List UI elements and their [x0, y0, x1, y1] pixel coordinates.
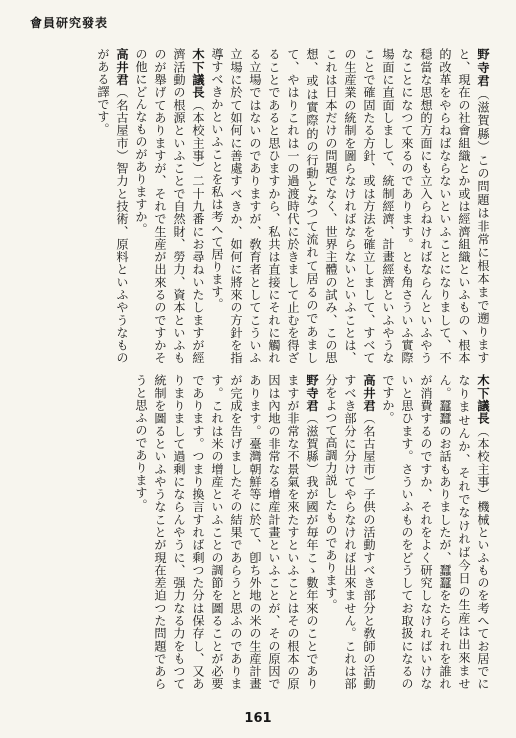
- speaker-name: 木下議長: [476, 374, 490, 425]
- paragraph: [207, 48, 492, 364]
- speaker-name: 木下議長: [191, 48, 205, 99]
- speaker-affiliation: （本校主事）: [191, 98, 205, 175]
- paragraph: [93, 48, 131, 364]
- speaker-affiliation: （名古屋市）: [115, 85, 129, 162]
- speaker-affiliation: （滋賀縣）: [476, 87, 490, 154]
- running-head: 會員研究發表: [30, 16, 109, 30]
- paragraph-text: 智力と技術、原料といふやうなものがある譯です。: [96, 48, 129, 364]
- paragraph: [131, 374, 321, 690]
- speaker-name: 野寺君: [305, 374, 319, 412]
- speaker-name: 高井君: [362, 374, 376, 412]
- speaker-affiliation: （名古屋市）: [362, 411, 376, 488]
- page-number: 161: [244, 711, 272, 726]
- lower-text-block: [20, 374, 492, 690]
- paragraph-text: この問題は非常に根本まで遡りますと、現在の社會組織とか或は經濟組織といふもの丶根本的改革をやらねばならないといふことになりまして、不穏當な思想的方面にも立入らねければならんといふやうなことになつて來るのであります。とも角さういふ實際場面に直面しまして、統制經濟、計畫經濟といふやうなことで確固たる方針、或は方法を確立しまして、すべての生産業の統制を圖らなければならないといふことは、これは日本だけの問題でなく、世界主體の試み、この思想、或は實際的の行動となつて流れて居るのであまして、やはりこれは一の過渡時代に於きまして止むを得ざることであると思ひますから、私共は直接にそれに觸れる立場ではないのでありますが、敎育者としてこういふ立場に於て如何に善處すべきか、如何に將來の方針を指導すべきかといふことを私は考へて居ります。: [210, 48, 490, 364]
- paragraph: [321, 374, 378, 690]
- speaker-name: 野寺君: [476, 48, 490, 88]
- upper-text-block: [20, 48, 492, 364]
- paragraph: [131, 48, 207, 364]
- speaker-affiliation: （滋賀縣）: [305, 411, 319, 476]
- paragraph-text: 二十九番にお尋ねいたしますが經濟活動の根源といふことで自然財、勞力、資本といふものが舉げてありますが、それで生産が出來るのですかその他にどんなものがありますか。: [134, 48, 205, 364]
- speaker-name: 高井君: [115, 48, 129, 86]
- paragraph-text: 子供の活動すべき部分と敎師の活動すべき部分に分けてやらなければ出來ません。これは部分をよつて高調力説したものであります。: [324, 374, 376, 690]
- speaker-affiliation: （本校主事）: [476, 424, 490, 501]
- paragraph: [378, 374, 492, 690]
- paragraph-text: 我が國が毎年こゝ數年來のことでありますが非常な不景氣を來たすといふことはその根本の原因は內地の非常なる增産計畫といふことが、その原因であります。臺灣朝鮮等に於て、卽ち外地の米の生産計畫が完成を告げましたその結果であらうと思ふのであります。これは米の增産といふことの調節を圖ることが必要であります。つまり換言すれば剩つた分は保存し、又ありまりまして過剩にならんやうに、强力なる力をもつて統制を圖るといふやうなことが現在差迫つた問題であらうと思ふのであります。: [134, 374, 319, 690]
- paragraph-text: 機械といふものを考へてお居でになりませんか、それでなければ今日の生産は出來ません。蠶蠶のお話もありましたが、蠶蠶をたらそれを誰れが消費するのですか、それをよく研究しなければいけないと思ひます。さういふものをどうしてお取扱になるのですか。: [381, 374, 490, 690]
